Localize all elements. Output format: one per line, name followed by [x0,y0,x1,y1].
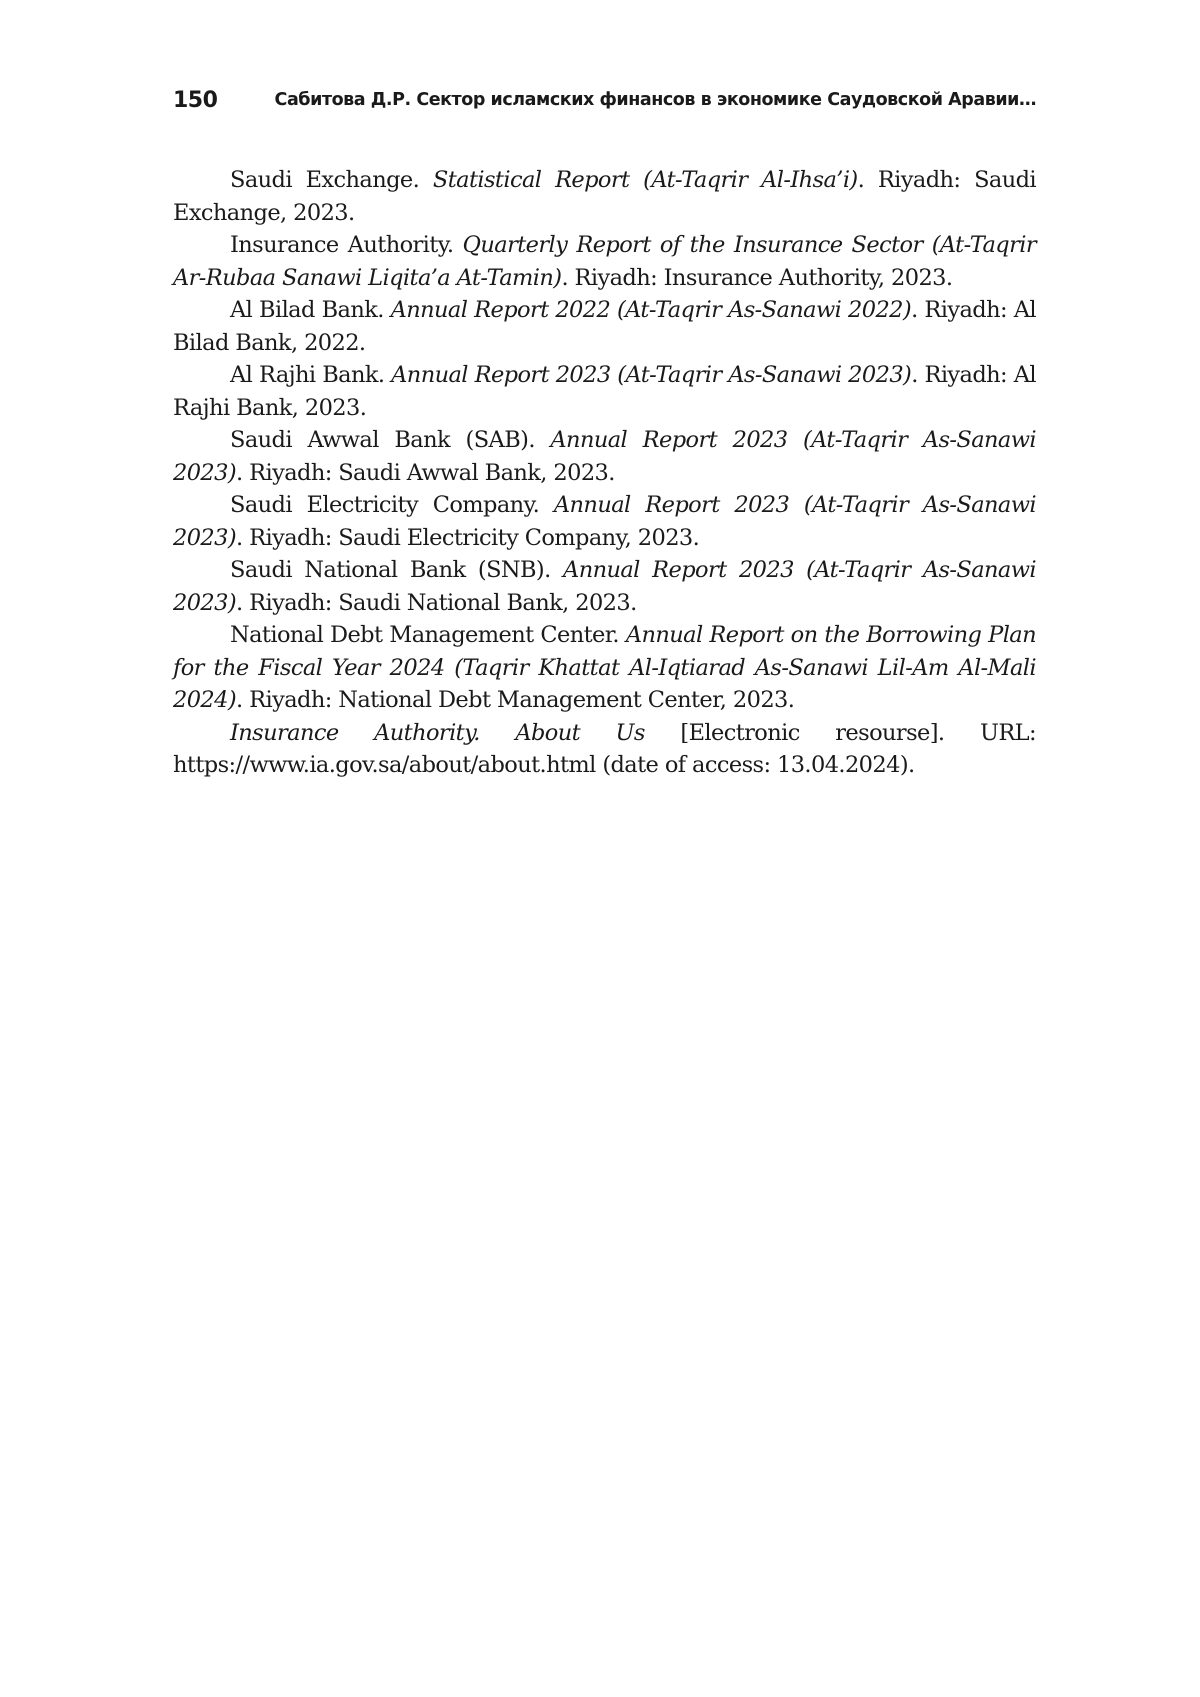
reference-item [173,294,1036,359]
reference-title: Annual Report 2023 (At-Taqrir As-Sanawi 2023) [173,492,1036,551]
reference-details: . Riyadh: Saudi Electricity Company, 2023. [236,524,700,551]
reference-author: Saudi Electricity Company. [230,492,554,518]
reference-details: . Riyadh: National Debt Management Center, 2023. [236,687,795,713]
reference-author: National Debt Management Center. [230,622,626,648]
reference-item [173,619,1036,717]
reference-title: Annual Report 2023 (At-Taqrir As-Sanawi 2023) [173,427,1036,486]
reference-title: Insurance Authority. About Us [230,719,645,746]
reference-details: . Riyadh: Al Rajhi Bank, 2023. [173,362,1036,421]
reference-list [173,164,1036,782]
reference-details: . Riyadh: Insurance Authority, 2023. [561,264,953,291]
reference-item [173,489,1036,554]
reference-details: . Riyadh: Al Bilad Bank, 2022. [173,297,1036,356]
reference-details: . Riyadh: Saudi Exchange, 2023. [173,167,1036,226]
reference-item [173,554,1036,619]
reference-author: Insurance Authority. [230,232,463,258]
reference-details: . Riyadh: Saudi National Bank, 2023. [236,589,637,616]
reference-author: Saudi Awwal Bank (SAB). [230,427,551,453]
reference-item [173,359,1036,424]
reference-author: Al Rajhi Bank. [230,362,392,388]
reference-title: Annual Report 2022 (At-Taqrir As-Sanawi 2022) [390,297,912,323]
reference-title: Quarterly Report of the Insurance Sector (At-Taqrir Ar-Rubaa Sanawi Liqita’a At-Tamin) [173,232,1036,291]
reference-details: . Riyadh: Saudi Awwal Bank, 2023. [236,459,615,486]
reference-item [173,229,1036,294]
reference-item [173,717,1036,782]
reference-item [173,164,1036,229]
reference-title: Annual Report 2023 (At-Taqrir As-Sanawi 2023) [391,362,912,388]
reference-details: [Electronic resourse]. URL: https://www.ia.gov.sa/about/about.html (date of access: 13.04.2024). [173,719,1036,778]
reference-author: Al Bilad Bank. [230,297,391,323]
reference-author: Saudi National Bank (SNB). [230,557,564,583]
reference-title: Annual Report on the Borrowing Plan for the Fiscal Year 2024 (Taqrir Khattat Al-Iqtiarad As-Sanawi Lil-Am Al-Mali 2024) [173,622,1037,713]
reference-title: Annual Report 2023 (At-Taqrir As-Sanawi 2023) [173,557,1037,616]
reference-author: Saudi Exchange. [230,167,433,193]
page-number: 150 [173,88,218,113]
running-title: Сабитова Д.Р. Сектор исламских финансов в экономике Саудовской Аравии… [274,90,1036,110]
reference-item [173,424,1036,489]
reference-title: Statistical Report (At-Taqrir Al-Ihsa’i) [432,167,858,193]
